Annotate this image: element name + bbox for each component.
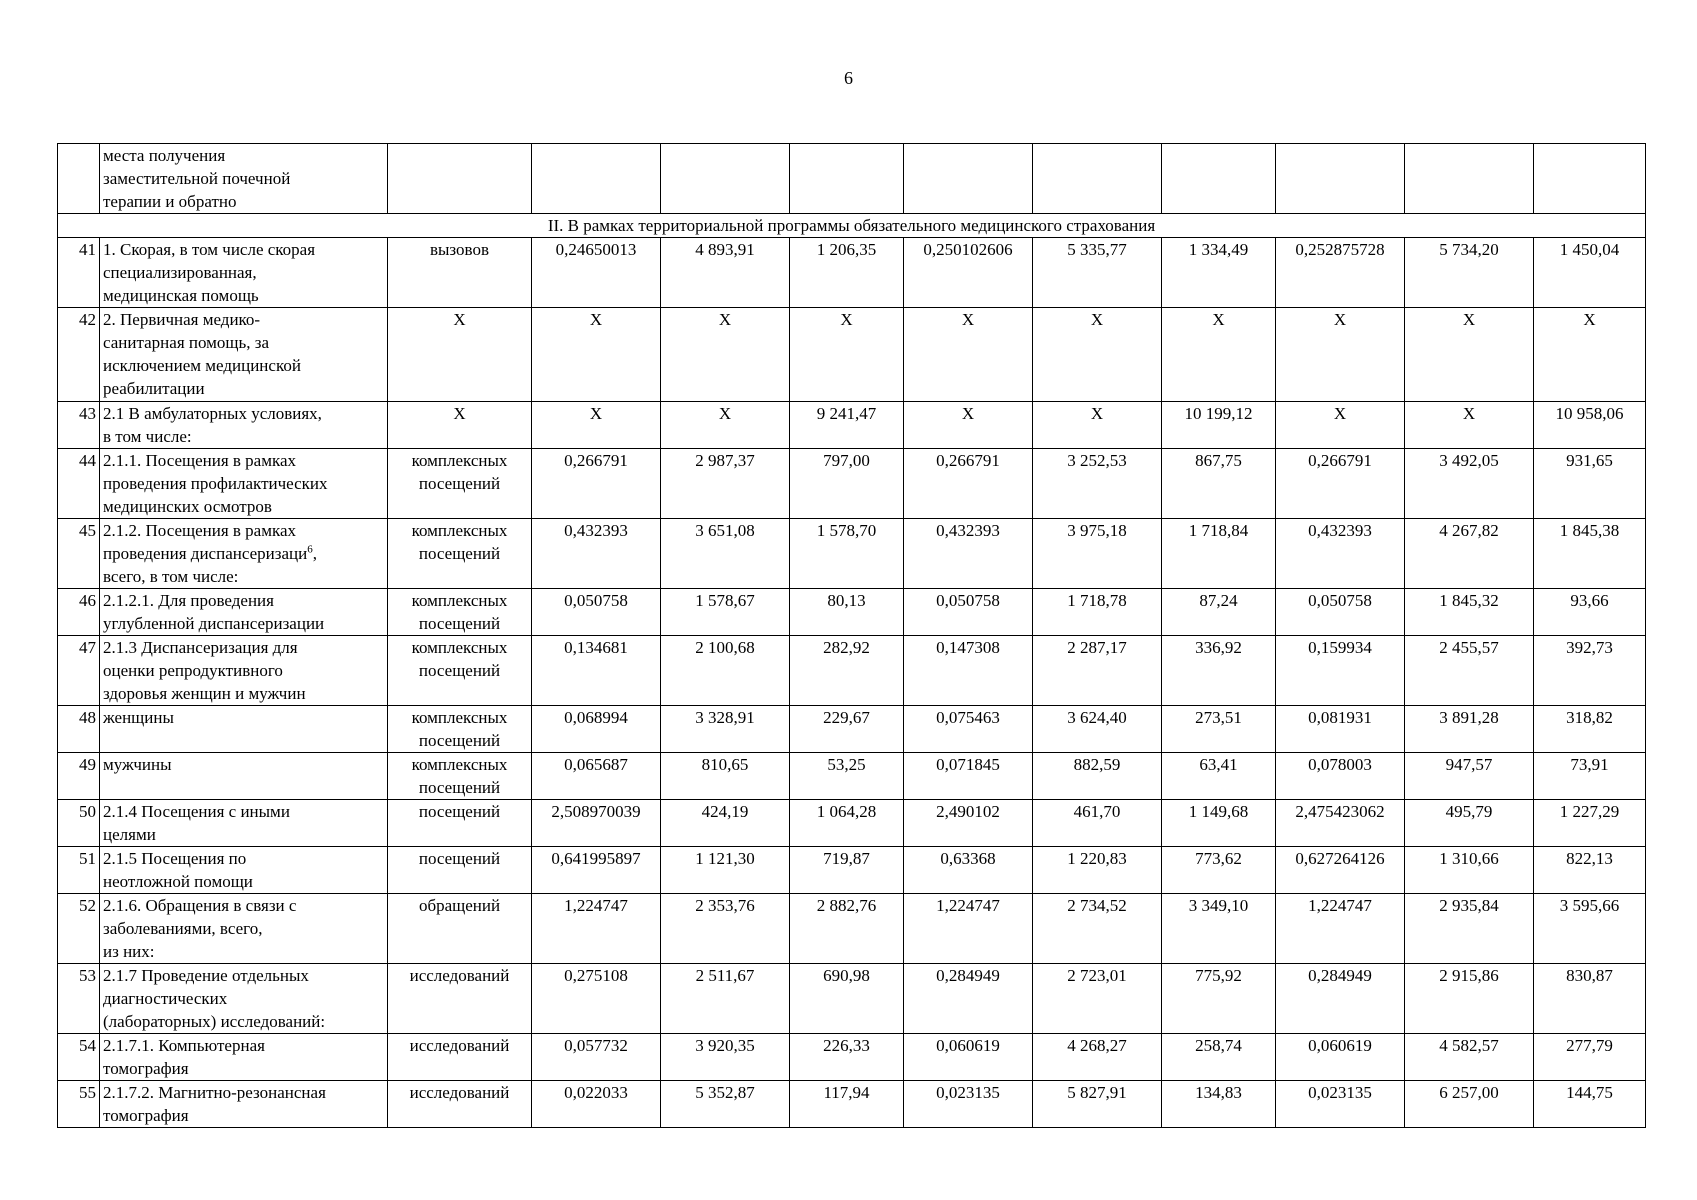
cell-unit [388,589,532,636]
cell-num: 48 [58,706,100,753]
table-row [58,636,1646,706]
cell-num: 43 [58,402,100,449]
cell-num: 52 [58,894,100,964]
cell-value: 0,24650013 [532,238,661,308]
cell-value: 830,87 [1534,964,1646,1034]
cell-num: 54 [58,1034,100,1081]
cell-value: 0,266791 [904,449,1033,519]
name-line: 2.1 В амбулаторных условиях, [103,404,322,423]
cell-value: 3 891,28 [1405,706,1534,753]
name-line: оценки репродуктивного [103,661,283,680]
cell-value: 2,490102 [904,800,1033,847]
name-line: в том числе: [103,427,192,446]
cell-value: 3 651,08 [661,519,790,589]
name-line: терапии и обратно [103,192,237,211]
cell-value: 134,83 [1162,1081,1276,1128]
unit-line: исследований [409,1036,510,1055]
cell-value: 10 958,06 [1534,402,1646,449]
cell-value: 3 920,35 [661,1034,790,1081]
unit-line: посещений [418,614,501,633]
cell-value: 1 450,04 [1534,238,1646,308]
cell-value: 719,87 [790,847,904,894]
cell-name [100,308,388,402]
cell-value: 1 121,30 [661,847,790,894]
table-row [58,706,1646,753]
cell-empty [1405,144,1534,214]
cell-value: 0,432393 [904,519,1033,589]
cell-unit [388,308,532,402]
cell-value: 867,75 [1162,449,1276,519]
cell-value: Х [1033,308,1162,402]
name-line: (лабораторных) исследований: [103,1012,326,1031]
cell-value: 73,91 [1534,753,1646,800]
medical-care-volumes-table [57,143,1646,1128]
name-line: реабилитации [103,379,205,398]
cell-value: Х [904,402,1033,449]
name-line: специализированная, [103,263,257,282]
cell-value: 2 734,52 [1033,894,1162,964]
cell-value: 0,081931 [1276,706,1405,753]
cell-value: 273,51 [1162,706,1276,753]
cell-value: Х [904,308,1033,402]
cell-value: 1 578,67 [661,589,790,636]
cell-num: 41 [58,238,100,308]
cell-value: 1 206,35 [790,238,904,308]
table-row [58,894,1646,964]
cell-value: 53,25 [790,753,904,800]
cell-value: 797,00 [790,449,904,519]
unit-line: комплексных [411,521,508,540]
cell-name [100,1081,388,1128]
cell-num: 45 [58,519,100,589]
unit-line: комплексных [411,591,508,610]
cell-name [100,800,388,847]
unit-line: посещений [418,544,501,563]
cell-value: 6 257,00 [1405,1081,1534,1128]
cell-unit [388,519,532,589]
cell-empty [532,144,661,214]
cell-value: 10 199,12 [1162,402,1276,449]
cell-value: 1,224747 [532,894,661,964]
cell-name [100,449,388,519]
cell-value: 0,284949 [904,964,1033,1034]
cell-value: 1 149,68 [1162,800,1276,847]
name-line: женщины [103,708,174,727]
cell-value: 318,82 [1534,706,1646,753]
name-line: заболеваниями, всего, [103,919,263,938]
cell-empty [904,144,1033,214]
cell-value: 0,050758 [1276,589,1405,636]
cell-value: Х [532,402,661,449]
cell-value: 117,94 [790,1081,904,1128]
name-line: диагностических [103,989,228,1008]
name-line: из них: [103,942,155,961]
cell-value: 5 352,87 [661,1081,790,1128]
cell-value: 495,79 [1405,800,1534,847]
unit-line: вызовов [429,240,489,259]
cell-unit [388,402,532,449]
cell-name [100,589,388,636]
cell-value: 2 882,76 [790,894,904,964]
cell-value: 2 723,01 [1033,964,1162,1034]
cell-value: 947,57 [1405,753,1534,800]
cell-value: 0,065687 [532,753,661,800]
name-line: целями [103,825,156,844]
cell-value: 461,70 [1033,800,1162,847]
cell-value: 1,224747 [904,894,1033,964]
name-line: 1. Скорая, в том числе скорая [103,240,316,259]
table-row [58,308,1646,402]
name-line: 2.1.4 Посещения с иными [103,802,290,821]
cell-value: 1 334,49 [1162,238,1276,308]
cell-value: 0,075463 [904,706,1033,753]
cell-value: 0,275108 [532,964,661,1034]
cell-value: 1 845,38 [1534,519,1646,589]
table-row [58,964,1646,1034]
cell-value: 0,071845 [904,753,1033,800]
name-line-text: проведения диспансеризаци [103,544,308,563]
unit-line: посещений [418,661,501,680]
cell-empty [1534,144,1646,214]
unit-line: комплексных [411,451,508,470]
cell-name [100,753,388,800]
cell-value: 0,068994 [532,706,661,753]
cell-unit [388,964,532,1034]
cell-value: 9 241,47 [790,402,904,449]
table-row [58,1034,1646,1081]
cell-value: 882,59 [1033,753,1162,800]
table-row [58,449,1646,519]
cell-value: Х [790,308,904,402]
table-body [58,144,1646,1128]
cell-num: 51 [58,847,100,894]
cell-value: 0,252875728 [1276,238,1405,308]
cell-name [100,964,388,1034]
cell-value: 822,13 [1534,847,1646,894]
cell-name [100,847,388,894]
name-line: 2.1.5 Посещения по [103,849,247,868]
name-line: 2.1.7.2. Магнитно-резонансная [103,1083,326,1102]
cell-value: 0,432393 [1276,519,1405,589]
name-line: 2. Первичная медико- [103,310,261,329]
cell-num: 42 [58,308,100,402]
table-row [58,847,1646,894]
cell-unit [388,894,532,964]
unit-line: обращений [418,896,501,915]
unit-line: исследований [409,1083,510,1102]
cell-num: 55 [58,1081,100,1128]
footnote-marker: 6 [307,543,313,556]
cell-value: 424,19 [661,800,790,847]
name-line: всего, в том числе: [103,567,239,586]
cell-value: 1 718,84 [1162,519,1276,589]
cell-num: 49 [58,753,100,800]
cell-name [100,706,388,753]
cell-value: 0,060619 [904,1034,1033,1081]
cell-value: 0,022033 [532,1081,661,1128]
cell-value: 3 624,40 [1033,706,1162,753]
cell-value: Х [1276,308,1405,402]
cell-value: 336,92 [1162,636,1276,706]
cell-value: Х [1534,308,1646,402]
cell-value: 2 455,57 [1405,636,1534,706]
cell-value: 931,65 [1534,449,1646,519]
cell-value: 4 582,57 [1405,1034,1534,1081]
cell-value: 773,62 [1162,847,1276,894]
cell-value: 0,134681 [532,636,661,706]
cell-value: Х [661,308,790,402]
cell-num: 47 [58,636,100,706]
name-line: томография [103,1059,189,1078]
unit-line: Х [453,404,466,423]
cell-value: 0,023135 [1276,1081,1405,1128]
name-line: медицинская помощь [103,286,259,305]
cell-value: 93,66 [1534,589,1646,636]
unit-line: комплексных [411,638,508,657]
cell-unit [388,1081,532,1128]
cell-value: 80,13 [790,589,904,636]
cell-value: 690,98 [790,964,904,1034]
name-line: проведения профилактических [103,474,328,493]
cell-value: 226,33 [790,1034,904,1081]
cell-value: 5 335,77 [1033,238,1162,308]
cell-value: 0,250102606 [904,238,1033,308]
name-line: 2.1.7 Проведение отдельных [103,966,309,985]
cell-value: 3 975,18 [1033,519,1162,589]
name-line: 2.1.2.1. Для проведения [103,591,274,610]
page-number: 6 [844,68,853,88]
cell-value: Х [1276,402,1405,449]
unit-line: Х [453,310,466,329]
name-line: 2.1.6. Обращения в связи с [103,896,297,915]
cell-value: 0,627264126 [1276,847,1405,894]
cell-unit [388,800,532,847]
cell-value: 4 268,27 [1033,1034,1162,1081]
cell-value: 3 595,66 [1534,894,1646,964]
cell-value: 0,432393 [532,519,661,589]
unit-line: посещений [418,474,501,493]
name-line: неотложной помощи [103,872,253,891]
cell-value: 0,266791 [532,449,661,519]
cell-value: 0,284949 [1276,964,1405,1034]
name-line: 2.1.3 Диспансеризация для [103,638,298,657]
name-line: исключением медицинской [103,356,301,375]
cell-value: Х [532,308,661,402]
cell-value: 87,24 [1162,589,1276,636]
cell-value: 229,67 [790,706,904,753]
cell-name [100,1034,388,1081]
cell-empty [1162,144,1276,214]
cell-value: 277,79 [1534,1034,1646,1081]
cell-value: Х [1405,308,1534,402]
cell-value: 2,508970039 [532,800,661,847]
cell-value: Х [1033,402,1162,449]
table-row [58,589,1646,636]
cell-value: 1 227,29 [1534,800,1646,847]
cell-value: 0,050758 [532,589,661,636]
table-row [58,402,1646,449]
unit-line: комплексных [411,755,508,774]
cell-unit [388,753,532,800]
cell-unit [388,847,532,894]
name-line: места получения [103,146,226,165]
cell-name [100,894,388,964]
cell-value: 2 987,37 [661,449,790,519]
cell-empty [661,144,790,214]
cell-value: 1,224747 [1276,894,1405,964]
cell-value: 4 893,91 [661,238,790,308]
cell-num: 53 [58,964,100,1034]
cell-value: 1 845,32 [1405,589,1534,636]
cell-value: 0,057732 [532,1034,661,1081]
name-line: томография [103,1106,189,1125]
cell-value: 1 578,70 [790,519,904,589]
cell-unit [388,636,532,706]
name-line: здоровья женщин и мужчин [103,684,306,703]
cell-value: 0,159934 [1276,636,1405,706]
cell-value: 2,475423062 [1276,800,1405,847]
name-line: 2.1.7.1. Компьютерная [103,1036,265,1055]
cell-value: 1 220,83 [1033,847,1162,894]
cell-value: Х [661,402,790,449]
cell-value: 2 935,84 [1405,894,1534,964]
cell-value: 3 252,53 [1033,449,1162,519]
cell-value: 63,41 [1162,753,1276,800]
cell-name [100,402,388,449]
cell-value: 0,050758 [904,589,1033,636]
cell-value: 0,266791 [1276,449,1405,519]
cell-name [100,144,388,214]
name-line: медицинских осмотров [103,497,272,516]
cell-value: 258,74 [1162,1034,1276,1081]
cell-value: 0,023135 [904,1081,1033,1128]
cell-value: 392,73 [1534,636,1646,706]
unit-line: посещений [418,778,501,797]
table-row [58,1081,1646,1128]
unit-line: посещений [418,802,501,821]
cell-num: 50 [58,800,100,847]
cell-value: 1 310,66 [1405,847,1534,894]
unit-line: комплексных [411,708,508,727]
table-row [58,519,1646,589]
name-line: 2.1.2. Посещения в рамках [103,521,297,540]
cell-empty [790,144,904,214]
cell-value: 2 511,67 [661,964,790,1034]
cell-value: 5 827,91 [1033,1081,1162,1128]
cell-value: 4 267,82 [1405,519,1534,589]
cell-unit [388,1034,532,1081]
cell-num: 46 [58,589,100,636]
cell-value: 1 064,28 [790,800,904,847]
cell-num [58,144,100,214]
cell-value: 775,92 [1162,964,1276,1034]
cell-name [100,636,388,706]
continuation-row [58,144,1646,214]
unit-line: исследований [409,966,510,985]
cell-value: 810,65 [661,753,790,800]
name-line: 2.1.1. Посещения в рамках [103,451,297,470]
cell-unit [388,706,532,753]
cell-value: 282,92 [790,636,904,706]
table-row [58,753,1646,800]
unit-line: посещений [418,731,501,750]
name-line-punct: , [312,544,317,563]
cell-unit [388,238,532,308]
table-row [58,800,1646,847]
cell-value: 2 353,76 [661,894,790,964]
cell-value: 2 287,17 [1033,636,1162,706]
cell-empty [1276,144,1405,214]
section-header-row [58,214,1646,238]
section-title: II. В рамках территориальной программы обязательного медицинского страхования [58,214,1646,238]
cell-name [100,238,388,308]
cell-value: 3 328,91 [661,706,790,753]
cell-value: 3 349,10 [1162,894,1276,964]
cell-value: 3 492,05 [1405,449,1534,519]
cell-value: 144,75 [1534,1081,1646,1128]
cell-value: 0,078003 [1276,753,1405,800]
unit-line: посещений [418,849,501,868]
cell-empty [1033,144,1162,214]
cell-value: 2 100,68 [661,636,790,706]
name-line: заместительной почечной [103,169,291,188]
cell-value: 0,641995897 [532,847,661,894]
name-line [103,542,384,565]
cell-value: 1 718,78 [1033,589,1162,636]
name-line: мужчины [103,755,172,774]
name-line: углубленной диспансеризации [103,614,325,633]
cell-num: 44 [58,449,100,519]
cell-value: 2 915,86 [1405,964,1534,1034]
cell-unit [388,449,532,519]
cell-value: Х [1162,308,1276,402]
cell-value: Х [1405,402,1534,449]
name-line: санитарная помощь, за [103,333,270,352]
cell-empty [388,144,532,214]
cell-value: 0,147308 [904,636,1033,706]
table-row [58,238,1646,308]
cell-value: 0,060619 [1276,1034,1405,1081]
cell-value: 0,63368 [904,847,1033,894]
cell-value: 5 734,20 [1405,238,1534,308]
cell-name [100,519,388,589]
